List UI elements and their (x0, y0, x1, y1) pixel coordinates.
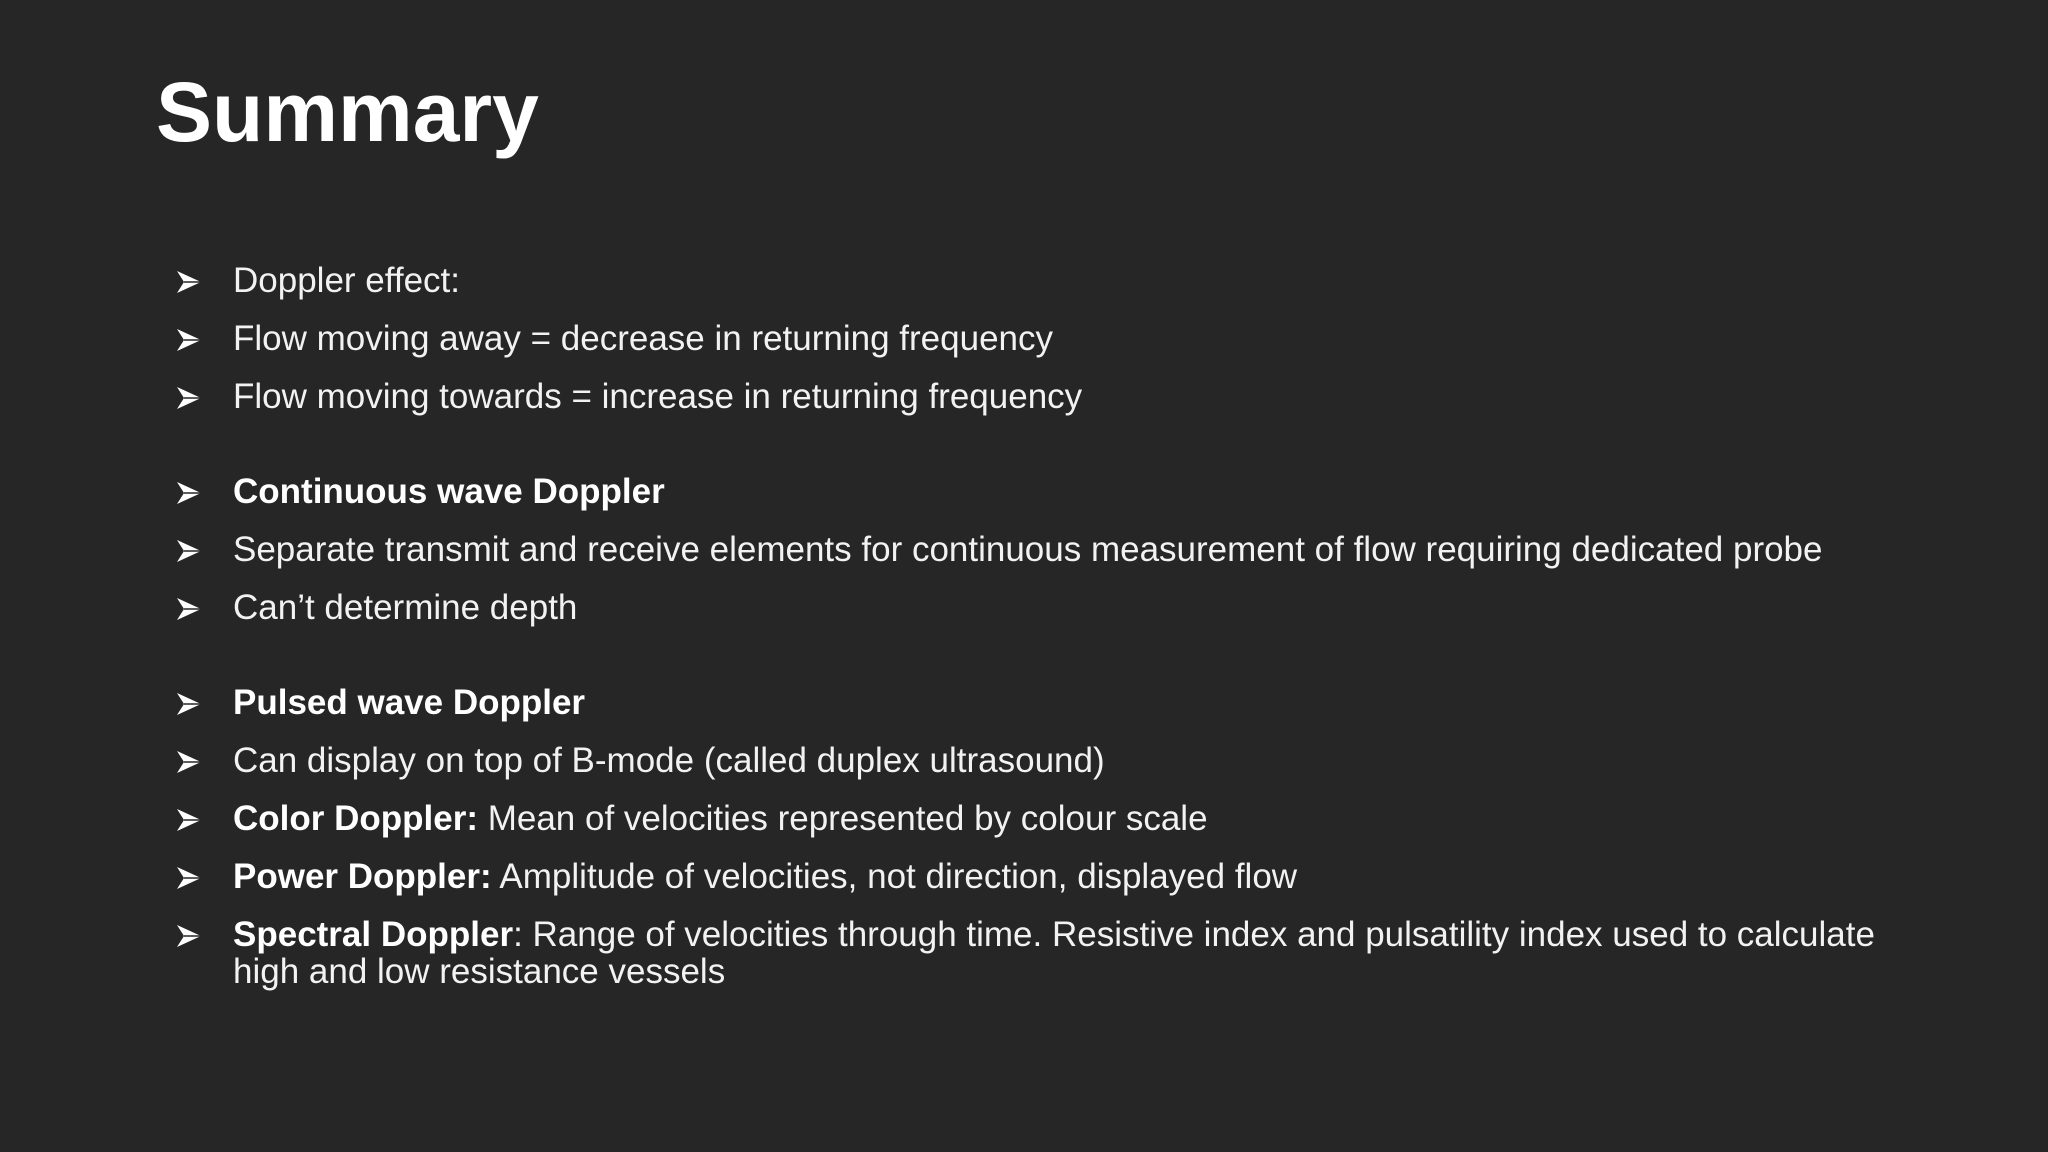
arrow-bullet-icon (176, 481, 202, 505)
arrow-bullet-icon (176, 692, 202, 716)
arrow-bullet-icon (176, 808, 202, 832)
bullet-bold-text: Color Doppler: (233, 799, 478, 838)
bullet-item (176, 858, 1896, 895)
bullet-item (176, 262, 1896, 299)
bullet-text: Can display on top of B-mode (called duplex ultrasound) (233, 741, 1105, 780)
arrow-bullet-icon (176, 866, 202, 890)
bullet-text: Can’t determine depth (233, 588, 578, 627)
bullet-item (176, 320, 1896, 357)
arrow-bullet-icon (176, 328, 202, 352)
bullet-item (176, 473, 1896, 510)
bullet-bold-text: Power Doppler: (233, 857, 492, 896)
arrow-bullet-icon (176, 386, 202, 410)
bullet-text: : Range of velocities through time. Resistive index and pulsatility index used to calculate high and low resistance vessels (233, 915, 1875, 991)
bullet-bold-text: Pulsed wave Doppler (233, 683, 586, 722)
bullet-list (176, 262, 1896, 1011)
arrow-bullet-icon (176, 750, 202, 774)
bullet-item (176, 378, 1896, 415)
bullet-item (176, 589, 1896, 626)
bullet-item (176, 531, 1896, 568)
bullet-text: Amplitude of velocities, not direction, displayed flow (491, 857, 1298, 896)
bullet-text: Doppler effect: (233, 261, 460, 300)
arrow-bullet-icon (176, 539, 202, 563)
slide-title: Summary (156, 65, 539, 159)
bullet-bold-text: Spectral Doppler (233, 915, 514, 954)
bullet-item (176, 684, 1896, 721)
bullet-item (176, 916, 1896, 990)
bullet-text: Separate transmit and receive elements for continuous measurement of flow requiring dedicated probe (233, 530, 1823, 569)
bullet-item (176, 742, 1896, 779)
bullet-text: Flow moving towards = increase in returning frequency (233, 377, 1083, 416)
bullet-text: Mean of velocities represented by colour scale (477, 799, 1208, 838)
bullet-text: Flow moving away = decrease in returning frequency (233, 319, 1054, 358)
bullet-bold-text: Continuous wave Doppler (233, 472, 665, 511)
arrow-bullet-icon (176, 270, 202, 294)
bullet-item (176, 800, 1896, 837)
arrow-bullet-icon (176, 597, 202, 621)
arrow-bullet-icon (176, 924, 202, 948)
